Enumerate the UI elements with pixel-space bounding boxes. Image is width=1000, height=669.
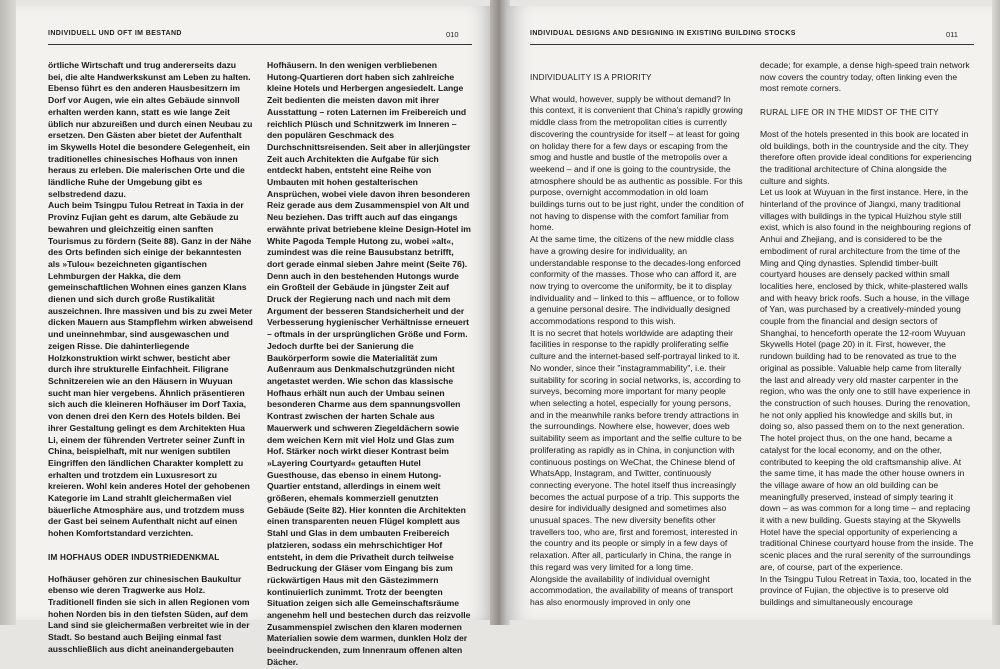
- body-paragraph: What would, however, supply be without demand? In this context, it is convenient that China's rapidly growing middle class from the metropolitan cities is currently discovering the countryside for itself – at least for going on holiday there for a few days or escaping from the smog and hustle and bustle of the metropolis over a weekend – and if one is going to the countryside, the atmosphere should be as authentic as possible. For this purpose, overnight accommodation in old loam buildings turns out to be just right, under the condition of not having to dispense with the comfort familiar from home.: [530, 93, 744, 233]
- body-paragraph: Hofhäusern. In den wenigen verbliebenen Hutong-Quartieren dort haben sich zahlreiche kleine Hotels und Herbergen angesiedelt. Lange Zeit bedienten die meisten davon mit ihrer Ausstattung – roten Laternen im Freibereich und reichlich Plüsch und Schnitzwerk im Inneren – den populären Geschmack des Durchschnittsreisenden. Seit aber in allerjüngster Zeit auch Architekten die Aufgabe für sich entdeckt haben, entsteht eine Reihe von Umbauten mit hohen gestalterischen Ansprüchen, wobei viele davon ihren besonderen Reiz gerade aus dem Zusammenspiel von Alt und Neu beziehen. Das trifft auch auf das eingangs erwähnte privat betriebene kleine Design-Hotel im White Pagoda Temple Hutong zu, wobei »alt«, zumindest was die reine Bausubstanz betrifft, dort gerade einmal sieben Jahre meint (Seite 76). Denn auch in den bestehenden Hutongs wurde ein Großteil der Gebäude in jüngster Zeit auf Druck der Regierung nach und nach mit dem Argument der besseren Standsicherheit und der Verbesserung hygienischer Verhältnisse erneuert – oftmals in der ursprünglichen Größe und Form. Jedoch durfte bei der Sanierung die Baukörperform sowie die Materialität zum Außenraum aus Denkmalschutzgründen nicht angetastet werden. Wie schon das klassische Hofhaus erhält nun auch der Umbau seinen besonderen Charme aus dem spannungsvollen Kontrast zwischen der harten Schale aus Mauerwerk und schweren Ziegeldächern sowie dem weichen Kern mit viel Holz und Glas zum Hof. Stärker noch wirkt dieser Kontrast beim »Layering Courtyard« getauften Hutel Guesthouse, das ebenso in einem Hutong-Quartier entstand, allerdings in einem weit größeren, ehemals kommerziell genutzten Gebäude (Seite 82). Hier konnten die Architekten einen transparenten neuen Flügel komplett aus Stahl und Glas in dem umbauten Freibereich platzieren, sodass ein mehrschichtiger Hof entsteht, in dem die Privatheit durch teilweise Bedruckung der Gläser vom Eingang bis zum rückwärtigen Haus mit den Gästezimmern kontinuierlich zunimmt. Trotz der beengten Situation zeigen sich alle Gemeinschaftsräume angenehm hell und bestechen durch das reizvolle Zusammenspiel zwischen den klaren modernen Materialien sowie dem warmen, dunklen Holz der beeindruckenden, zum Innenraum offenen alten Dächer.: [267, 60, 471, 667]
- header-rule-left: [48, 44, 472, 45]
- running-head-left: INDIVIDUELL UND OFT IM BESTAND: [48, 30, 182, 37]
- left-column-2: [267, 60, 472, 667]
- body-paragraph: Auch beim Tsingpu Tulou Retreat in Taxia in der Provinz Fujian geht es darum, alte Gebäude zu bewahren und gleichzeitig einen sanften Tourismus zu fördern (Seite 88). Ganz in der Nähe des Orts befinden sich einige der bekanntesten als »Tulou« bezeichneten gigantischen Lehmburgen der Hakka, die dem gemeinschaftlichen Wohnen eines ganzen Klans dienen und sich durch große Rustikalität auszeichnen. Ihre massiven und bis zu zwei Meter dicken Mauern aus Stampflehm wirken abweisend und uneinnehmbar, sind ausgewaschen und zeigen Risse. Die dahinterliegende Holzkonstruktion wirkt schwer, besticht aber durch ihre strukturelle Einfachheit. Filigrane Schnitzereien wie an den Häusern in Wuyuan sucht man hier vergebens. Ähnlich präsentieren sich auch die kleineren Hofhäuser im Dorf Taxia, von denen drei den Kern des Hotels bilden. Bei ihrer Gestaltung gelingt es dem Architekten Hua Li, einem der führenden Vertreter seiner Zunft in China, beispielhaft, mit nur wenigen subtilen Eingriffen den ländlichen Charakter komplett zu erhalten und trotzdem ein Luxusresort zu kreieren. Wohl kein anderes Hotel der gehobenen Kategorie im Land strahlt gleichermaßen viel bäuerliche Atmosphäre aus, und trotzdem muss der Gast bei seinem Aufenthalt nicht auf einen hohen Komfortstandard verzichten.: [48, 200, 253, 539]
- page-number-left: 010: [446, 30, 459, 39]
- section-heading: INDIVIDUALITY IS A PRIORITY: [530, 73, 652, 82]
- body-paragraph: At the same time, the citizens of the new middle class have a growing desire for individuality, an understandable response to the decades-long enforced conformity of the masses. Those who can afford it, are now trying to overcome the uniformity, be it to display individuality and – linked to this – affluence, or to follow a genuine personal desire. The individually designed accommodations respond to this wish.: [530, 234, 741, 327]
- body-paragraph: It is no secret that hotels worldwide are adapting their facilities in response to the rapidly proliferating selfie culture and the internet-based self-portrayal linked to it. No wonder, since their "instagrammability", i.e. their suitability for scoring in social networks, is, according to surveys, becoming more important for many people when selecting a hotel, especially for young persons, and in the meanwhile ranks before trendy attractions in the surroundings. Nowhere else, however, does web suitability seem as important and the selfie culture to be proliferating as rapidly as in China, in conjunction with continuous postings on WeChat, the Chinese blend of WhatsApp, Instagram, and Twitter, continuously connecting everyone. The hotel itself thus increasingly becomes the actual purpose of a trip. This supports the desire for individually designed and sometimes also unusual spaces. The new diversity benefits other travellers too, who are, first and foremost, interested in the country and its people or simply in a few days of relaxation. After all, particularly in China, the range in this regard was very limited for a long time.: [530, 327, 742, 572]
- right-column-1: [530, 60, 744, 612]
- right-page: [506, 6, 992, 620]
- body-paragraph: Alongside the availability of individual overnight accommodation, the availability of means of transport has also enormously improved in only one: [530, 573, 734, 607]
- body-paragraph: In the Tsingpu Tulou Retreat in Taxia, too, located in the province of Fujian, the objective is to preserve old buildings and simultaneously encourage: [760, 573, 972, 607]
- page-edge-right: [992, 0, 1000, 625]
- body-paragraph: örtliche Wirtschaft und trug andererseits dazu bei, die alte Handwerkskunst am Leben zu halten. Ebenso führt es den anderen Hausbesitzern im Dorf vor Augen, wie ein altes Gebäude sinnvoll erhalten werden kann, statt es wie lange Zeit üblich nur abzureißen und durch einen Neubau zu ersetzen. Den Gästen aber bietet der Aufenthalt im Skywells Hotel die besondere Gelegenheit, ein traditionelles chinesisches Hofhaus von innen heraus zu erleben. Die malerischen Orte und die ländliche Ruhe der Umgebung gibt es selbstredend dazu.: [48, 60, 253, 199]
- right-column-2: [760, 60, 974, 612]
- left-column-1: [48, 60, 253, 654]
- body-paragraph: Let us look at Wuyuan in the first instance. Here, in the hinterland of the province of Jiangxi, many traditional villages with buildings in the typical Huizhou style still exist, which is also found in the neighbouring regions of Anhui and Zhejiang, and is considered to be the embodiment of rural architecture from the time of the Ming and Qing dynasties. Splendid timber-built courtyard houses are densely packed within small localities here, enclosed by thick, white-plastered walls and with heavy brick roofs. Such a house, in the village of Yan, was purchased by a creatively-minded young couple from the financial and design sectors of Shanghai, to henceforth operate the 12-room Wuyuan Skywells Hotel (page 20) in it. First, however, the rundown building had to be renovated as true to the original as possible. Valuable help came from literally the last and already very old master carpenter in the region, who was the only one to still have experience in the construction of such houses. During the renovation, he not only applied his knowledge and skills but, in doing so, also passed them on to the next generation. The hotel project thus, on the one hand, became a catalyst for the local economy, and on the other, contributed to keeping the old craftsmanship alive. At the same time, it has made the other house owners in the village aware of how an old building can be meaningfully preserved, instead of simply tearing it down – as was common for a long time – and replacing it with a new building. Guests staying at the Skywells Hotel have the special opportunity of experiencing a traditional Chinese courtyard house from the inside. The scenic places and the rural serenity of the surroundings are, of course, part of the experience.: [760, 187, 974, 572]
- header-rule-right: [530, 44, 974, 45]
- left-page: [16, 6, 494, 667]
- running-head-right: INDIVIDUAL DESIGNS AND DESIGNING IN EXISTING BUILDING STOCKS: [530, 30, 796, 37]
- page-edge-left: [0, 0, 16, 625]
- section-heading: IM HOFHAUS ODER INDUSTRIEDENKMAL: [48, 552, 220, 562]
- body-paragraph: Most of the hotels presented in this book are located in old buildings, both in the countryside and the city. They therefore often provide ideal conditions for experiencing the traditional architecture of China alongside the culture and sights.: [760, 128, 972, 186]
- page-number-right: 011: [946, 30, 958, 39]
- section-heading: RURAL LIFE OR IN THE MIDST OF THE CITY: [760, 108, 939, 118]
- body-paragraph: Hofhäuser gehören zur chinesischen Baukultur ebenso wie deren Tragwerke aus Holz. Traditionell finden sie sich in allen Regionen vom hohen Norden bis in den tiefsten Süden, auf dem Land sind sie gleichermaßen verbreitet wie in der Stadt. So bestand auch Beijing einmal fast ausschließlich aus dicht aneinandergebauten: [48, 573, 250, 654]
- body-paragraph: decade; for example, a dense high-speed train network now covers the country today, often linking even the most remote corners.: [760, 60, 970, 94]
